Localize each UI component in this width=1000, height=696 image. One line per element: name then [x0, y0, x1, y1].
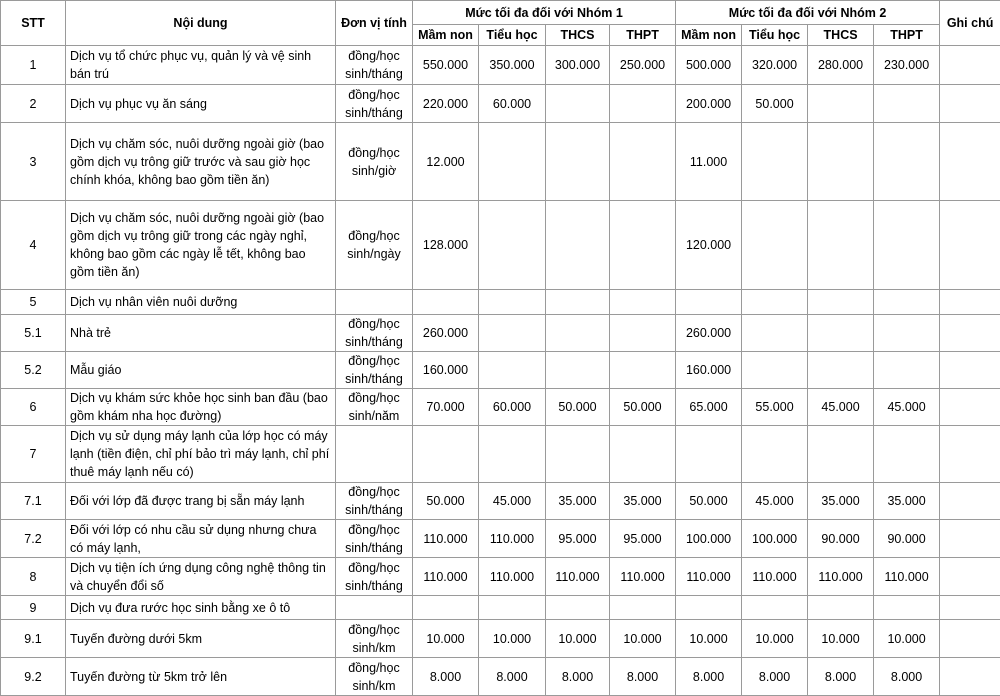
group2-value	[742, 201, 808, 290]
group1-value: 35.000	[546, 483, 610, 520]
table-body	[1, 46, 1000, 696]
group2-value	[808, 201, 874, 290]
group2-value: 50.000	[676, 483, 742, 520]
table-row	[1, 658, 1000, 696]
table-row	[1, 85, 1000, 123]
row-note	[940, 620, 1000, 658]
group1-value: 10.000	[610, 620, 676, 658]
group2-value: 10.000	[742, 620, 808, 658]
table-row	[1, 558, 1000, 596]
header-g2-thcs: THCS	[808, 25, 874, 46]
group1-value	[413, 426, 479, 483]
header-g1-thcs: THCS	[546, 25, 610, 46]
group1-value: 50.000	[610, 389, 676, 426]
group2-value: 110.000	[808, 558, 874, 596]
group2-value	[676, 426, 742, 483]
row-note	[940, 46, 1000, 85]
group2-value	[676, 290, 742, 315]
group2-value	[808, 290, 874, 315]
row-unit: đồng/học sinh/ngày	[336, 201, 413, 290]
row-content: Tuyến đường dưới 5km	[66, 620, 336, 658]
group1-value: 35.000	[610, 483, 676, 520]
group1-value: 95.000	[546, 520, 610, 558]
row-stt: 1	[1, 46, 66, 85]
group2-value	[874, 290, 940, 315]
row-stt: 5.1	[1, 315, 66, 352]
row-unit: đồng/học sinh/tháng	[336, 315, 413, 352]
group1-value: 110.000	[413, 520, 479, 558]
row-content: Dịch vụ tiện ích ứng dụng công nghệ thông tin và chuyển đổi số	[66, 558, 336, 596]
group1-value: 250.000	[610, 46, 676, 85]
group1-value: 300.000	[546, 46, 610, 85]
group2-value: 90.000	[808, 520, 874, 558]
group2-value: 8.000	[874, 658, 940, 696]
group2-value: 65.000	[676, 389, 742, 426]
table-row	[1, 290, 1000, 315]
header-group-2: Mức tối đa đối với Nhóm 2	[676, 1, 940, 25]
group2-value: 35.000	[808, 483, 874, 520]
group1-value: 110.000	[479, 558, 546, 596]
group1-value: 550.000	[413, 46, 479, 85]
group2-value: 100.000	[742, 520, 808, 558]
group2-value	[808, 315, 874, 352]
row-note	[940, 558, 1000, 596]
header-row-1	[1, 1, 1000, 25]
group2-value	[874, 123, 940, 201]
group1-value	[610, 201, 676, 290]
group2-value: 260.000	[676, 315, 742, 352]
row-stt: 5.2	[1, 352, 66, 389]
group1-value: 8.000	[610, 658, 676, 696]
header-g2-thpt: THPT	[874, 25, 940, 46]
group1-value	[610, 290, 676, 315]
group2-value: 230.000	[874, 46, 940, 85]
group1-value	[610, 315, 676, 352]
row-content: Đối với lớp đã được trang bị sẵn máy lạnh	[66, 483, 336, 520]
group1-value: 220.000	[413, 85, 479, 123]
group1-value: 60.000	[479, 85, 546, 123]
group2-value	[874, 85, 940, 123]
group1-value: 8.000	[479, 658, 546, 696]
group2-value: 45.000	[808, 389, 874, 426]
row-stt: 4	[1, 201, 66, 290]
table-row	[1, 426, 1000, 483]
row-unit: đồng/học sinh/tháng	[336, 46, 413, 85]
table-row	[1, 315, 1000, 352]
table-row	[1, 620, 1000, 658]
row-unit: đồng/học sinh/năm	[336, 389, 413, 426]
group2-value: 120.000	[676, 201, 742, 290]
group2-value: 320.000	[742, 46, 808, 85]
group2-value: 8.000	[742, 658, 808, 696]
group2-value	[742, 123, 808, 201]
table-row	[1, 483, 1000, 520]
row-unit: đồng/học sinh/tháng	[336, 85, 413, 123]
group2-value: 8.000	[676, 658, 742, 696]
header-unit: Đơn vị tính	[336, 1, 413, 46]
group2-value: 10.000	[808, 620, 874, 658]
group1-value	[610, 85, 676, 123]
row-note	[940, 201, 1000, 290]
row-content: Dịch vụ sử dụng máy lạnh của lớp học có máy lạnh (tiền điện, chỉ phí bảo trì máy lạnh, chỉ phí thuê máy lạnh nếu có)	[66, 426, 336, 483]
row-content: Dịch vụ nhân viên nuôi dưỡng	[66, 290, 336, 315]
row-note	[940, 315, 1000, 352]
group1-value	[479, 426, 546, 483]
row-note	[940, 389, 1000, 426]
row-note	[940, 290, 1000, 315]
header-g2-tieu-hoc: Tiểu học	[742, 25, 808, 46]
group2-value	[808, 426, 874, 483]
group2-value: 200.000	[676, 85, 742, 123]
group2-value	[874, 201, 940, 290]
group1-value	[479, 352, 546, 389]
group2-value: 50.000	[742, 85, 808, 123]
group1-value: 160.000	[413, 352, 479, 389]
row-content: Dịch vụ đưa rước học sinh bằng xe ô tô	[66, 596, 336, 620]
row-unit: đồng/học sinh/tháng	[336, 520, 413, 558]
row-stt: 3	[1, 123, 66, 201]
row-note	[940, 123, 1000, 201]
group2-value	[742, 290, 808, 315]
group1-value: 12.000	[413, 123, 479, 201]
row-content: Mẫu giáo	[66, 352, 336, 389]
row-unit: đồng/học sinh/tháng	[336, 352, 413, 389]
group1-value: 70.000	[413, 389, 479, 426]
group1-value: 60.000	[479, 389, 546, 426]
table-row	[1, 46, 1000, 85]
row-stt: 6	[1, 389, 66, 426]
row-content: Dịch vụ tổ chức phục vụ, quản lý và vệ sinh bán trú	[66, 46, 336, 85]
row-unit: đồng/học sinh/km	[336, 658, 413, 696]
group1-value: 10.000	[546, 620, 610, 658]
group1-value	[610, 426, 676, 483]
row-unit: đồng/học sinh/km	[336, 620, 413, 658]
row-note	[940, 483, 1000, 520]
header-g1-thpt: THPT	[610, 25, 676, 46]
row-unit	[336, 596, 413, 620]
group1-value	[546, 290, 610, 315]
group2-value: 10.000	[676, 620, 742, 658]
group1-value: 50.000	[546, 389, 610, 426]
group2-value: 45.000	[874, 389, 940, 426]
header-g2-mam-non: Mầm non	[676, 25, 742, 46]
table-row	[1, 201, 1000, 290]
group2-value	[808, 85, 874, 123]
group2-value: 160.000	[676, 352, 742, 389]
group1-value: 110.000	[413, 558, 479, 596]
row-note	[940, 352, 1000, 389]
group2-value: 110.000	[742, 558, 808, 596]
group2-value: 35.000	[874, 483, 940, 520]
group2-value: 8.000	[808, 658, 874, 696]
group2-value	[874, 315, 940, 352]
group2-value: 55.000	[742, 389, 808, 426]
header-content: Nội dung	[66, 1, 336, 46]
row-note	[940, 596, 1000, 620]
group2-value: 110.000	[676, 558, 742, 596]
row-unit: đồng/học sinh/tháng	[336, 483, 413, 520]
row-unit	[336, 426, 413, 483]
group1-value	[479, 290, 546, 315]
table-row	[1, 352, 1000, 389]
header-g1-mam-non: Mầm non	[413, 25, 479, 46]
group1-value: 110.000	[546, 558, 610, 596]
row-stt: 8	[1, 558, 66, 596]
group2-value: 280.000	[808, 46, 874, 85]
row-stt: 5	[1, 290, 66, 315]
group1-value	[546, 315, 610, 352]
row-content: Dịch vụ chăm sóc, nuôi dưỡng ngoài giờ (bao gồm dịch vụ trông giữ trong các ngày nghỉ, không bao gồm các ngày lễ tết, không bao gồm tiền ăn)	[66, 201, 336, 290]
group1-value	[479, 315, 546, 352]
group2-value	[874, 352, 940, 389]
row-note	[940, 85, 1000, 123]
row-stt: 2	[1, 85, 66, 123]
group2-value	[874, 596, 940, 620]
group1-value	[479, 596, 546, 620]
header-group-1: Mức tối đa đối với Nhóm 1	[413, 1, 676, 25]
group1-value	[479, 201, 546, 290]
group2-value	[808, 123, 874, 201]
group2-value	[676, 596, 742, 620]
row-content: Dịch vụ chăm sóc, nuôi dưỡng ngoài giờ (bao gồm dịch vụ trông giữ trước và sau giờ học chính khóa, không bao gồm tiền ăn)	[66, 123, 336, 201]
group2-value	[742, 596, 808, 620]
row-unit: đồng/học sinh/tháng	[336, 558, 413, 596]
row-stt: 7.1	[1, 483, 66, 520]
group2-value: 110.000	[874, 558, 940, 596]
group2-value: 45.000	[742, 483, 808, 520]
header-note: Ghi chú	[940, 1, 1000, 46]
row-content: Đối với lớp có nhu cầu sử dụng nhưng chưa có máy lạnh,	[66, 520, 336, 558]
header-g1-tieu-hoc: Tiểu học	[479, 25, 546, 46]
group1-value	[610, 596, 676, 620]
group2-value	[874, 426, 940, 483]
group2-value: 11.000	[676, 123, 742, 201]
group1-value: 128.000	[413, 201, 479, 290]
row-content: Dịch vụ khám sức khỏe học sinh ban đầu (bao gồm khám nha học đường)	[66, 389, 336, 426]
table-row	[1, 596, 1000, 620]
group1-value	[413, 596, 479, 620]
row-content: Nhà trẻ	[66, 315, 336, 352]
row-note	[940, 658, 1000, 696]
group1-value: 260.000	[413, 315, 479, 352]
group2-value	[742, 426, 808, 483]
group2-value	[742, 352, 808, 389]
group1-value: 110.000	[610, 558, 676, 596]
group2-value: 90.000	[874, 520, 940, 558]
group1-value: 45.000	[479, 483, 546, 520]
group1-value: 10.000	[479, 620, 546, 658]
group1-value	[610, 352, 676, 389]
group1-value	[610, 123, 676, 201]
group1-value: 95.000	[610, 520, 676, 558]
group1-value: 8.000	[413, 658, 479, 696]
row-note	[940, 520, 1000, 558]
row-stt: 9.2	[1, 658, 66, 696]
row-stt: 9	[1, 596, 66, 620]
table-row	[1, 389, 1000, 426]
group2-value	[808, 596, 874, 620]
group1-value	[546, 352, 610, 389]
group1-value: 8.000	[546, 658, 610, 696]
group1-value: 50.000	[413, 483, 479, 520]
table-row	[1, 520, 1000, 558]
group1-value	[546, 426, 610, 483]
row-stt: 7.2	[1, 520, 66, 558]
row-stt: 7	[1, 426, 66, 483]
row-content: Tuyến đường từ 5km trở lên	[66, 658, 336, 696]
group2-value	[808, 352, 874, 389]
table-row	[1, 123, 1000, 201]
row-stt: 9.1	[1, 620, 66, 658]
header-stt: STT	[1, 1, 66, 46]
group1-value	[479, 123, 546, 201]
group2-value: 500.000	[676, 46, 742, 85]
group1-value	[546, 201, 610, 290]
row-note	[940, 426, 1000, 483]
group1-value: 350.000	[479, 46, 546, 85]
group1-value: 110.000	[479, 520, 546, 558]
group1-value	[546, 85, 610, 123]
group2-value: 10.000	[874, 620, 940, 658]
group1-value	[546, 123, 610, 201]
group2-value	[742, 315, 808, 352]
row-content: Dịch vụ phục vụ ăn sáng	[66, 85, 336, 123]
row-unit: đồng/học sinh/giờ	[336, 123, 413, 201]
row-unit	[336, 290, 413, 315]
group1-value	[413, 290, 479, 315]
group1-value: 10.000	[413, 620, 479, 658]
group1-value	[546, 596, 610, 620]
group2-value: 100.000	[676, 520, 742, 558]
